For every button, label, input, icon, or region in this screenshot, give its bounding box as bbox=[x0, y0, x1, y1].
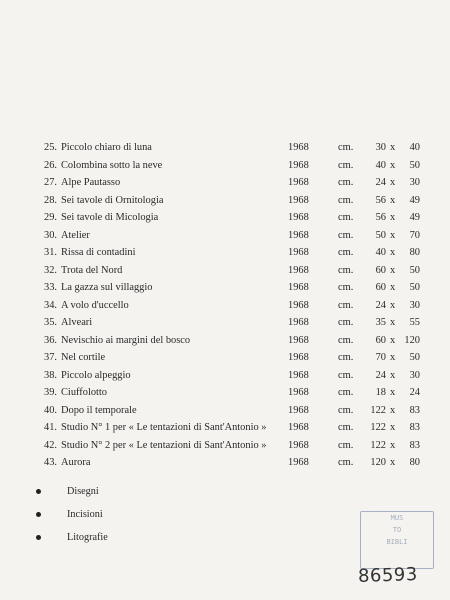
entry-width: 50 bbox=[375, 229, 386, 241]
entry-number: 34. bbox=[44, 299, 57, 311]
times-sign: x bbox=[390, 264, 396, 276]
entry-year: 1968 bbox=[288, 422, 309, 433]
catalogue-row bbox=[38, 437, 438, 455]
catalogue-row bbox=[38, 402, 438, 420]
entry-width: 56 bbox=[375, 194, 386, 206]
entry-year: 1968 bbox=[288, 369, 309, 381]
entry-width: 120 bbox=[370, 457, 386, 468]
entry-title: Studio N° 2 per « Le tentazioni di Sant'Antonio » bbox=[61, 439, 267, 451]
times-sign: x bbox=[390, 247, 396, 258]
entry-year: 1968 bbox=[288, 142, 309, 153]
entry-year: 1968 bbox=[288, 177, 309, 188]
stamp-line: MUS bbox=[390, 514, 404, 522]
entry-number: 29. bbox=[44, 212, 57, 223]
times-sign: x bbox=[390, 387, 396, 398]
entry-unit: cm. bbox=[338, 282, 354, 293]
entry-year: 1968 bbox=[288, 247, 309, 258]
entry-width: 24 bbox=[375, 177, 386, 188]
catalogue-row bbox=[38, 332, 438, 350]
entry-year: 1968 bbox=[288, 352, 309, 363]
entry-year: 1968 bbox=[288, 229, 309, 241]
entry-title: Dopo il temporale bbox=[61, 404, 137, 416]
catalogue-list bbox=[38, 139, 438, 472]
entry-height: 80 bbox=[409, 457, 420, 468]
entry-unit: cm. bbox=[338, 387, 354, 398]
bullet-icon bbox=[36, 512, 41, 517]
entry-height: 40 bbox=[409, 142, 420, 153]
entry-year: 1968 bbox=[288, 299, 309, 311]
entry-title: Nevischio ai margini del bosco bbox=[61, 334, 191, 346]
entry-number: 30. bbox=[44, 229, 57, 241]
entry-width: 60 bbox=[375, 264, 386, 276]
entry-width: 18 bbox=[375, 387, 386, 398]
entry-number: 41. bbox=[44, 422, 57, 433]
catalogue-row bbox=[38, 367, 438, 385]
entry-height: 49 bbox=[409, 194, 420, 206]
entry-width: 40 bbox=[375, 159, 386, 171]
entry-unit: cm. bbox=[338, 177, 354, 188]
times-sign: x bbox=[390, 352, 396, 363]
entry-year: 1968 bbox=[288, 317, 309, 328]
entry-height: 83 bbox=[409, 404, 420, 416]
entry-width: 60 bbox=[375, 334, 386, 346]
entry-title: Alpe Pautasso bbox=[61, 177, 121, 188]
section-label: Incisioni bbox=[67, 509, 103, 520]
entry-unit: cm. bbox=[338, 212, 354, 223]
times-sign: x bbox=[390, 317, 396, 328]
entry-unit: cm. bbox=[338, 369, 354, 381]
entry-height: 30 bbox=[409, 177, 420, 188]
entry-number: 32. bbox=[44, 264, 57, 276]
catalogue-row bbox=[38, 349, 438, 367]
entry-height: 83 bbox=[409, 439, 420, 451]
entry-number: 33. bbox=[44, 282, 57, 293]
library-stamp bbox=[360, 511, 434, 569]
entry-title: Piccolo chiaro di luna bbox=[61, 142, 152, 153]
entry-unit: cm. bbox=[338, 299, 354, 311]
entry-unit: cm. bbox=[338, 229, 354, 241]
catalogue-row bbox=[38, 262, 438, 280]
entry-number: 25. bbox=[44, 142, 57, 153]
times-sign: x bbox=[390, 159, 396, 171]
entry-width: 122 bbox=[370, 404, 386, 416]
section-label: Disegni bbox=[67, 486, 99, 497]
entry-unit: cm. bbox=[338, 142, 354, 153]
entry-title: Rissa di contadini bbox=[61, 247, 136, 258]
catalogue-row bbox=[38, 454, 438, 472]
stamp-line: TO bbox=[392, 526, 402, 534]
times-sign: x bbox=[390, 194, 396, 206]
times-sign: x bbox=[390, 142, 396, 153]
times-sign: x bbox=[390, 212, 396, 223]
entry-width: 24 bbox=[375, 369, 386, 381]
entry-year: 1968 bbox=[288, 387, 309, 398]
catalogue-row bbox=[38, 384, 438, 402]
entry-number: 35. bbox=[44, 317, 57, 328]
entry-width: 60 bbox=[375, 282, 386, 293]
times-sign: x bbox=[390, 422, 396, 433]
catalogue-row bbox=[38, 244, 438, 262]
entry-number: 28. bbox=[44, 194, 57, 206]
entry-width: 30 bbox=[375, 142, 386, 153]
entry-title: Sei tavole di Micologia bbox=[61, 212, 159, 223]
entry-unit: cm. bbox=[338, 317, 354, 328]
entry-year: 1968 bbox=[288, 457, 309, 468]
entry-width: 40 bbox=[375, 247, 386, 258]
catalogue-row bbox=[38, 209, 438, 227]
times-sign: x bbox=[390, 299, 396, 311]
entry-title: Nel cortile bbox=[61, 352, 106, 363]
entry-height: 70 bbox=[409, 229, 420, 241]
entry-title: Aurora bbox=[61, 457, 91, 468]
times-sign: x bbox=[390, 404, 396, 416]
entry-height: 30 bbox=[409, 299, 420, 311]
entry-title: Sei tavole di Ornitologia bbox=[61, 194, 164, 206]
entry-height: 120 bbox=[404, 334, 420, 346]
entry-title: Atelier bbox=[61, 229, 90, 241]
catalogue-row bbox=[38, 174, 438, 192]
entry-height: 49 bbox=[409, 212, 420, 223]
catalogue-row bbox=[38, 157, 438, 175]
entry-width: 122 bbox=[370, 422, 386, 433]
entry-unit: cm. bbox=[338, 422, 354, 433]
times-sign: x bbox=[390, 229, 396, 241]
entry-height: 50 bbox=[409, 282, 420, 293]
catalogue-row bbox=[38, 297, 438, 315]
entry-width: 24 bbox=[375, 299, 386, 311]
catalogue-row bbox=[38, 139, 438, 157]
entry-number: 38. bbox=[44, 369, 57, 381]
entry-number: 43. bbox=[44, 457, 57, 468]
times-sign: x bbox=[390, 177, 396, 188]
entry-unit: cm. bbox=[338, 352, 354, 363]
times-sign: x bbox=[390, 439, 396, 451]
catalogue-row bbox=[38, 419, 438, 437]
section-label: Litografie bbox=[67, 532, 108, 543]
entry-unit: cm. bbox=[338, 264, 354, 276]
entry-height: 24 bbox=[409, 387, 420, 398]
inventory-number: 86593 bbox=[357, 563, 419, 588]
entry-title: Piccolo alpeggio bbox=[61, 369, 131, 381]
entry-unit: cm. bbox=[338, 404, 354, 416]
entry-number: 39. bbox=[44, 387, 57, 398]
times-sign: x bbox=[390, 282, 396, 293]
entry-year: 1968 bbox=[288, 282, 309, 293]
entry-width: 122 bbox=[370, 439, 386, 451]
entry-unit: cm. bbox=[338, 194, 354, 206]
catalogue-row bbox=[38, 279, 438, 297]
catalogue-row bbox=[38, 192, 438, 210]
entry-year: 1968 bbox=[288, 194, 309, 206]
entry-number: 26. bbox=[44, 159, 57, 171]
entry-width: 56 bbox=[375, 212, 386, 223]
entry-title: Colombina sotto la neve bbox=[61, 159, 163, 171]
entry-width: 70 bbox=[375, 352, 386, 363]
entry-unit: cm. bbox=[338, 439, 354, 451]
entry-number: 27. bbox=[44, 177, 57, 188]
entry-number: 31. bbox=[44, 247, 57, 258]
entry-year: 1968 bbox=[288, 159, 309, 171]
entry-height: 30 bbox=[409, 369, 420, 381]
entry-height: 50 bbox=[409, 159, 420, 171]
entry-height: 83 bbox=[409, 422, 420, 433]
entry-height: 55 bbox=[409, 317, 420, 328]
entry-title: Studio N° 1 per « Le tentazioni di Sant'Antonio » bbox=[61, 422, 267, 433]
entry-title: La gazza sul villaggio bbox=[61, 282, 153, 293]
entry-unit: cm. bbox=[338, 334, 354, 346]
entry-width: 35 bbox=[375, 317, 386, 328]
entry-number: 36. bbox=[44, 334, 57, 346]
entry-height: 80 bbox=[409, 247, 420, 258]
entry-height: 50 bbox=[409, 264, 420, 276]
bullet-icon bbox=[36, 535, 41, 540]
entry-unit: cm. bbox=[338, 247, 354, 258]
entry-number: 42. bbox=[44, 439, 57, 451]
times-sign: x bbox=[390, 334, 396, 346]
entry-year: 1968 bbox=[288, 334, 309, 346]
entry-year: 1968 bbox=[288, 212, 309, 223]
entry-year: 1968 bbox=[288, 439, 309, 451]
bullet-icon bbox=[36, 489, 41, 494]
entry-unit: cm. bbox=[338, 457, 354, 468]
catalogue-row bbox=[38, 314, 438, 332]
entry-unit: cm. bbox=[338, 159, 354, 171]
entry-year: 1968 bbox=[288, 264, 309, 276]
entry-year: 1968 bbox=[288, 404, 309, 416]
entry-title: Alveari bbox=[61, 317, 93, 328]
entry-height: 50 bbox=[409, 352, 420, 363]
entry-number: 40. bbox=[44, 404, 57, 416]
entry-title: A volo d'uccello bbox=[61, 299, 129, 311]
entry-title: Ciuffolotto bbox=[61, 387, 107, 398]
times-sign: x bbox=[390, 457, 396, 468]
catalogue-row bbox=[38, 227, 438, 245]
entry-number: 37. bbox=[44, 352, 57, 363]
stamp-line: BIBLI bbox=[386, 538, 408, 546]
times-sign: x bbox=[390, 369, 396, 381]
entry-title: Trota del Nord bbox=[61, 264, 123, 276]
